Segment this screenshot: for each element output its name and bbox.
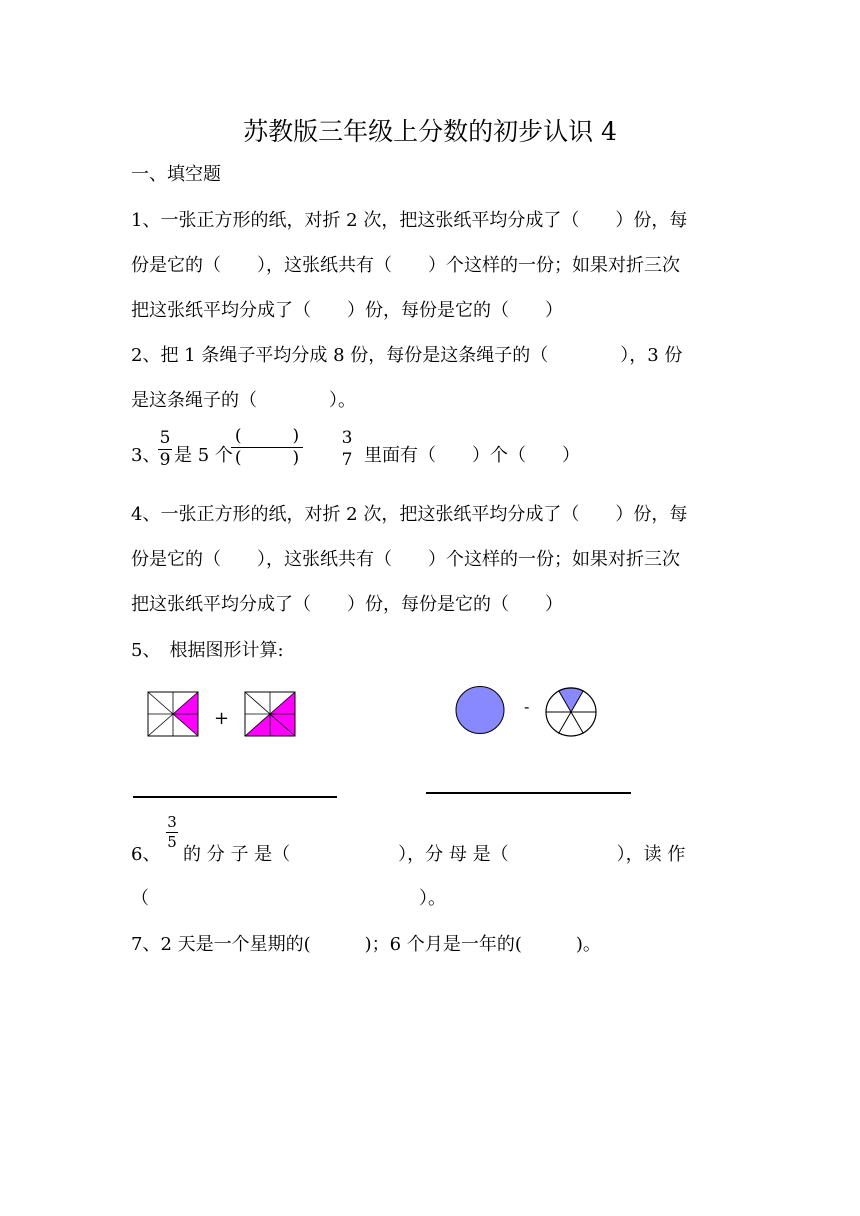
section-heading: 一、填空题 — [131, 164, 221, 185]
square-figure-1 — [148, 692, 198, 736]
answer-line-1 — [133, 796, 337, 798]
sixths-circle-figure — [545, 687, 597, 737]
plus-sign: + — [214, 708, 230, 729]
q1-line2: 份是它的（ ），这张纸共有（ ）个这样的一份；如果对折三次 — [131, 255, 680, 276]
q1-line1: 1、一张正方形的纸，对折 2 次，把这张纸平均分成了（ ）份，每 — [131, 210, 688, 231]
full-circle — [456, 687, 504, 734]
q3-tail-text: 里面有（ ）个（ ） — [364, 445, 580, 466]
q3-frac1-numerator: 5 — [159, 428, 171, 448]
q3-blank-fraction — [231, 428, 303, 467]
q3-frac2-denominator: 7 — [341, 450, 353, 470]
q6-line2: （ ）。 — [131, 888, 446, 909]
q7-line1: 7、2 天是一个星期的( )；6 个月是一年的( )。 — [131, 934, 601, 955]
page-title: 苏教版三年级上分数的初步认识 4 — [243, 117, 617, 146]
q1-line3: 把这张纸平均分成了（ ）份，每份是它的（ ） — [131, 300, 563, 321]
q3-frac2-numerator: 3 — [341, 428, 353, 448]
q2-line1: 2、把 1 条绳子平均分成 8 份，每份是这条绳子的（ ），3 份 — [131, 345, 683, 366]
q5-label: 5、 根据图形计算: — [131, 640, 284, 661]
square-figure-2 — [245, 692, 295, 736]
q6-frac-numerator: 3 — [167, 813, 177, 831]
q6-prefix: 6、 — [131, 844, 161, 865]
q4-line3: 把这张纸平均分成了（ ）份，每份是它的（ ） — [131, 594, 563, 615]
q6-fraction-3-5 — [166, 815, 178, 850]
q4-line2: 份是它的（ ），这张纸共有（ ）个这样的一份；如果对折三次 — [131, 549, 680, 570]
q3-blank-numerator: ( ) — [234, 426, 300, 446]
full-circle-figure — [455, 685, 505, 735]
q3-mid-text: 是 5 个 — [174, 445, 233, 466]
q6-frac-denominator: 5 — [167, 833, 177, 851]
q2-line2: 是这条绳子的（ ）。 — [131, 390, 356, 411]
q4-line1: 4、一张正方形的纸，对折 2 次，把这张纸平均分成了（ ）份，每 — [131, 504, 688, 525]
q3-frac1-denominator: 9 — [159, 450, 171, 470]
q3-fraction-3-7 — [340, 430, 354, 469]
q3-fraction-5-9 — [158, 430, 172, 469]
minus-sign: - — [524, 697, 530, 716]
q6-line1: 的 分 子 是（ ），分 母 是（ ），读 作 — [183, 844, 686, 865]
q3-prefix: 3、 — [131, 445, 161, 466]
sixths-circle-shaded-sector — [559, 687, 584, 712]
q3-blank-denominator: ( ) — [234, 448, 300, 468]
answer-line-2 — [426, 792, 631, 794]
